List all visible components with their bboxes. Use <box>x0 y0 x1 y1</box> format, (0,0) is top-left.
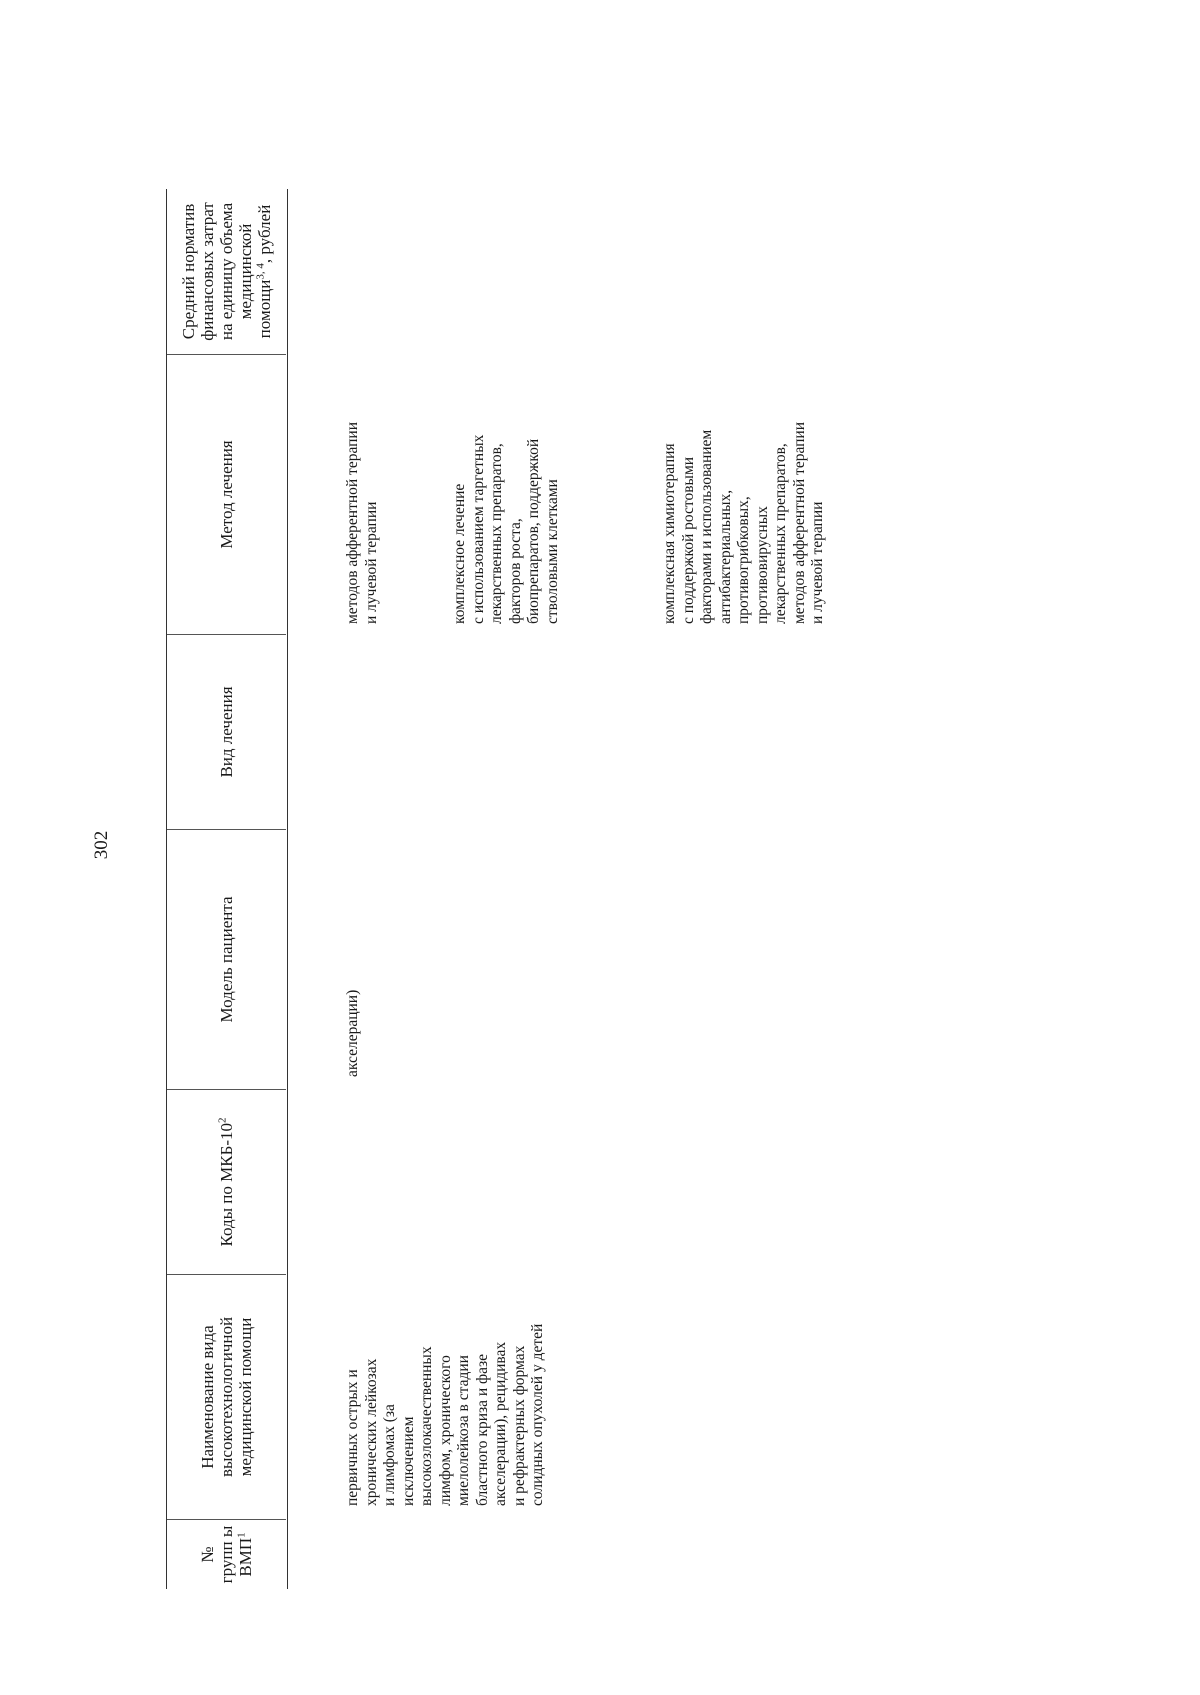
header-average-cost: Средний норматив финансовых затрат на единицу объема медицинской помощи$^{3, 4}$, рублей <box>179 202 274 341</box>
treatment-method-1: методов афферентной терапии и лучевой терапии <box>344 421 380 624</box>
header-vmp-name: Наименование вида высокотехнологичной медицинской помощи <box>167 1274 286 1519</box>
treatment-method-2: комплексное лечение с использованием таргетных лекарственных препаратов, факторов роста, биопрепаратов, поддержкой стволовыми клетками <box>451 434 561 624</box>
rotated-table-page <box>166 189 906 1589</box>
vmp-table <box>166 189 906 1589</box>
treatment-method-3: комплексная химиотерапия с поддержкой ростовыми факторами и использованием антибактериальных, противогрибковых, противовирусных лекарственных препаратов, методов афферентной терапии и лучевой терапии <box>661 421 826 624</box>
header-group-number: № групп ы ВМП$^1$ <box>167 1519 286 1589</box>
vmp-name-text: первичных острых и хронических лейкозах и лимфомах (за исключением высокозлокачественных лимфом, хронического миелолейкоза в стадии бластного криза и фазе акселерации), рецидивах и рефрактерных формах солидных опухолей у детей <box>344 1323 546 1506</box>
table-header <box>166 189 288 1589</box>
header-treatment-method: Метод лечения <box>167 354 286 634</box>
patient-model-text: акселерации) <box>344 989 361 1077</box>
header-patient-model: Модель пациента <box>167 829 286 1089</box>
page-number: 302 <box>91 830 112 860</box>
header-treatment-type: Вид лечения <box>167 634 286 829</box>
header-icd-codes: Коды по МКБ-$10^2$ <box>167 1089 286 1274</box>
